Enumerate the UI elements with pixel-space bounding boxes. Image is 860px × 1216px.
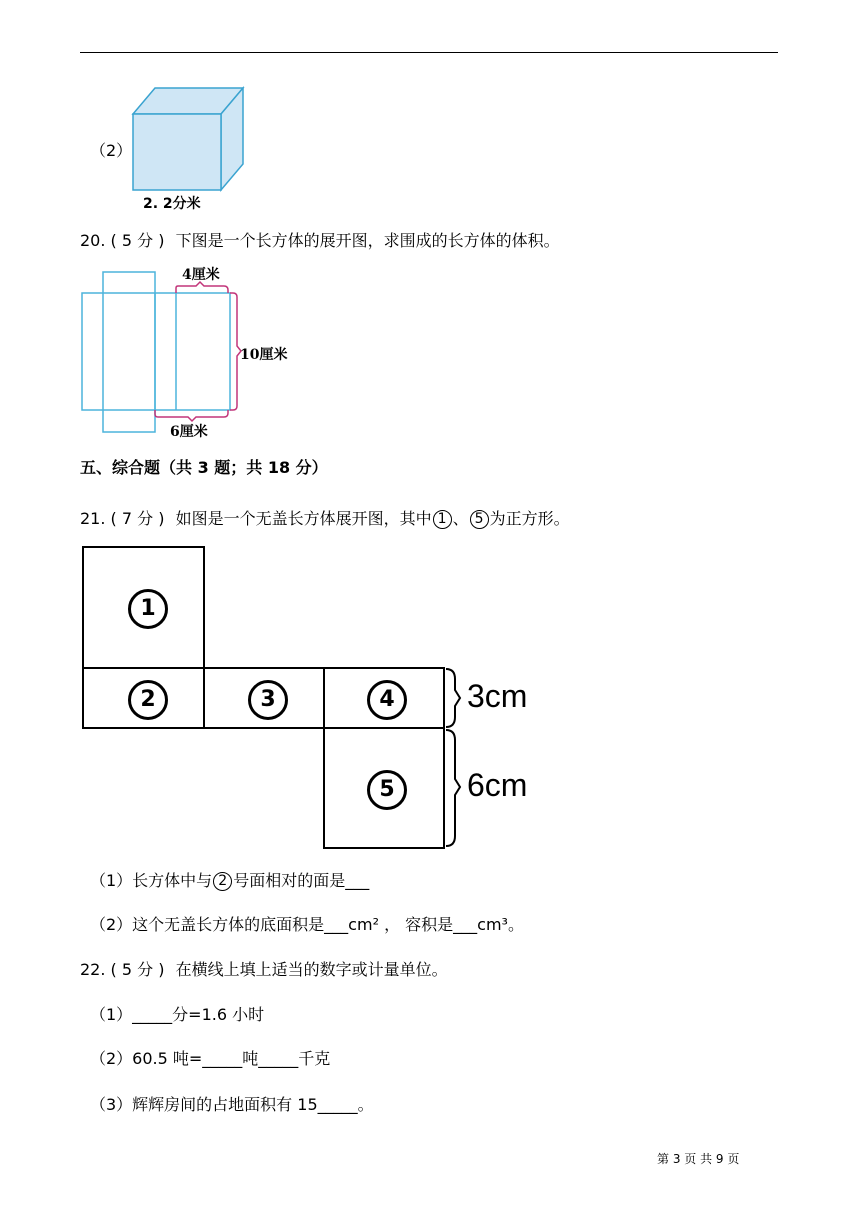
section-title: 五、综合题（共 3 题；共 18 分） <box>80 458 328 477</box>
page-footer: 第 3 页 共 9 页 <box>657 1152 740 1166</box>
face-2-label: 2 <box>128 680 168 720</box>
circle-5-inline: 5 <box>470 510 489 529</box>
q20-text: 下图是一个长方体的展开图，求围成的长方体的体积。 <box>175 231 560 250</box>
brace-3cm <box>446 669 460 727</box>
header-rule <box>80 52 778 53</box>
q21-sep: 、 <box>452 509 469 528</box>
brace-6cm <box>446 730 460 846</box>
dim-bottom-label: 6厘米 <box>170 424 208 440</box>
q20-line <box>80 230 560 252</box>
q21-line <box>80 508 570 530</box>
q22-number: 22. ( 5 分 ) <box>80 960 165 979</box>
q21-text-before: 如图是一个无盖长方体展开图，其中 <box>175 509 432 528</box>
q22-part3: （3）辉辉房间的占地面积有 15_____。 <box>90 1095 374 1114</box>
q19-part2-label: （2） <box>90 141 133 160</box>
dim-3cm: 3cm <box>467 678 528 714</box>
face-1-label: 1 <box>128 589 168 629</box>
q21-part1 <box>90 870 369 892</box>
net-strip <box>103 272 155 432</box>
brace-bottom <box>155 410 228 421</box>
face-5-label: 5 <box>367 770 407 810</box>
cube-edge-label: 2. 2分米 <box>143 196 201 212</box>
q21-text-after: 为正方形。 <box>489 509 570 528</box>
dim-right-label: 10厘米 <box>240 347 288 363</box>
q22-part1: （1）_____分=1.6 小时 <box>90 1005 265 1024</box>
q21-p1-suffix: 号面相对的面是___ <box>233 871 370 890</box>
face-3-label: 3 <box>248 680 288 720</box>
q22-line <box>80 959 448 981</box>
q22-part2: （2）60.5 吨=_____吨_____千克 <box>90 1049 331 1068</box>
dim-top-label: 4厘米 <box>182 267 220 283</box>
q21-p1-prefix: （1）长方体中与 <box>90 871 213 890</box>
face-4-label: 4 <box>367 680 407 720</box>
cube-front-face <box>133 114 221 190</box>
q22-text: 在横线上填上适当的数字或计量单位。 <box>175 960 448 979</box>
q21-part2: （2）这个无盖长方体的底面积是___cm² ， 容积是___cm³。 <box>90 915 524 934</box>
q21-number: 21. ( 7 分 ) <box>80 509 165 528</box>
circle-1-inline: 1 <box>433 510 452 529</box>
circle-2-inline: 2 <box>213 872 232 891</box>
dim-6cm: 6cm <box>467 767 528 803</box>
q20-number: 20. ( 5 分 ) <box>80 231 165 250</box>
net-band <box>82 293 230 410</box>
